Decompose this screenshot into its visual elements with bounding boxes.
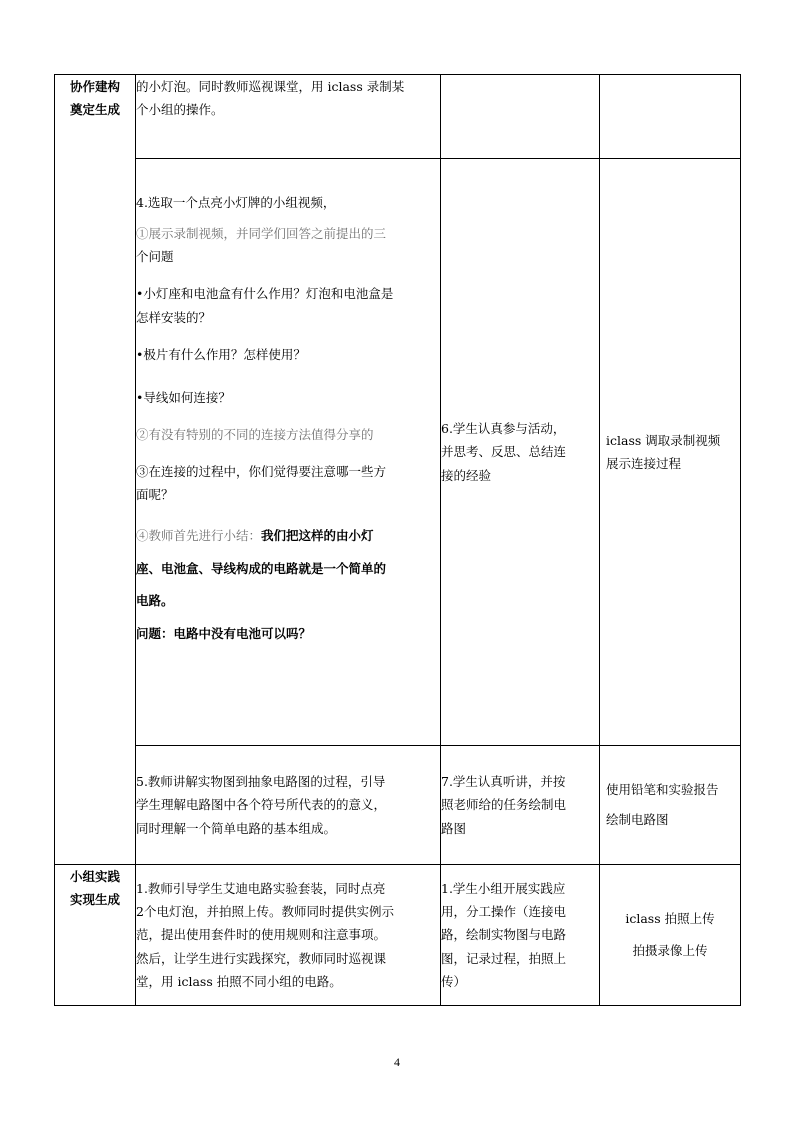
tech-cell [600,865,741,1006]
text-line: 学生理解电路图中各个符号所代表的的意义， [136,797,387,813]
text-line: iclass 拍照上传 [625,910,715,926]
tech-cell [600,159,741,746]
text-line: 接的经验 [441,467,492,483]
teacher-activity-cell [136,746,441,865]
tech-cell [600,75,741,159]
text-line: 的小灯泡。同时教师巡视课堂，用 iclass 录制某 [136,79,405,94]
text-line: •小灯座和电池盒有什么作用？灯泡和电池盒是 [136,286,394,302]
tech-cell [600,746,741,865]
student-activity-cell [441,75,600,159]
text-line: 6.学生认真参与活动， [441,421,566,437]
lesson-plan-table [54,74,741,1006]
summary-bold-3: 电路。 [136,593,174,609]
text-line: 路，绘制实物图与电路 [441,927,567,943]
text-line: ③在连接的过程中，你们觉得要注意哪一些方 [136,464,387,479]
stage-label-line1: 小组实践 [69,869,120,884]
text-line: 展示连接过程 [606,456,682,471]
text-line: 并思考、反思、总结连 [441,444,567,460]
text-line: 怎样安装的？ [136,309,212,325]
question-text: 问题：电路中没有电池可以吗？ [136,625,312,641]
text-line: 2个电灯泡，并拍照上传。教师同时提供实例示 [136,904,394,920]
text-line: 5.教师讲解实物图到抽象电路图的过程，引导 [136,774,386,790]
text-line: ②有没有特别的不同的连接方法值得分享的 [136,426,374,442]
summary-text [136,520,440,618]
stage-cell-practice [55,865,136,1006]
text-line: 同时理解一个简单电路的基本组成。 [136,820,337,836]
text-line: 个问题 [136,249,174,265]
teacher-activity-cell [136,865,441,1006]
student-activity-cell [441,865,600,1006]
summary-bold-1: 我们把这样的由小灯 [261,528,374,544]
table-row [55,75,741,159]
summary-bold-2: 座、电池盒、导线构成的电路就是一个简单的 [136,560,387,576]
text-line: 绘制电路图 [606,812,669,827]
text-line: 7.学生认真听讲，并按 [441,774,566,790]
stage-label-line2: 奠定生成 [69,102,120,118]
text-line: 1.教师引导学生艾迪电路实验套装，同时点亮 [136,881,386,897]
text-line: 范，提出使用套件时的使用规则和注意事项。 [136,927,387,943]
teacher-activity-cell [136,159,441,746]
text-line: 拍摄录像上传 [632,943,708,958]
student-activity-cell [441,159,600,746]
text-line: 面呢？ [136,487,174,503]
text-line: 图，记录过程，拍照上 [441,950,567,966]
teacher-activity-cell [136,75,441,159]
text-line: •极片有什么作用？怎样使用？ [136,346,306,362]
text-line: •导线如何连接？ [136,389,231,405]
page-number: 4 [394,1055,400,1069]
stage-label-line1: 协作建构 [69,79,120,94]
stage-label-line2: 实现生成 [69,892,120,908]
text-line: 个小组的操作。 [136,102,224,118]
text-line: 用，分工操作（连接电 [441,904,567,920]
table-row [55,159,741,746]
text-line: 然后，让学生进行实践探究，教师同时巡视课 [136,950,387,966]
text-line: 堂，用 iclass 拍照不同小组的电路。 [136,973,342,989]
text-line: iclass 调取录制视频 [606,432,721,448]
text-line: 照老师给的任务绘制电 [441,797,567,813]
text-line: 4.选取一个点亮小灯牌的小组视频， [136,195,336,210]
summary-prefix: ④教师首先进行小结： [136,528,262,544]
text-line: ①展示录制视频，并同学们回答之前提出的三 [136,226,387,242]
text-line: 传） [441,973,467,989]
table-row [55,746,741,865]
table-row [55,865,741,1006]
student-activity-cell [441,746,600,865]
text-line: 路图 [441,820,467,836]
text-line: 1.学生小组开展实践应 [441,881,566,897]
stage-cell-collab [55,75,136,865]
text-line: 使用铅笔和实验报告 [606,782,719,797]
